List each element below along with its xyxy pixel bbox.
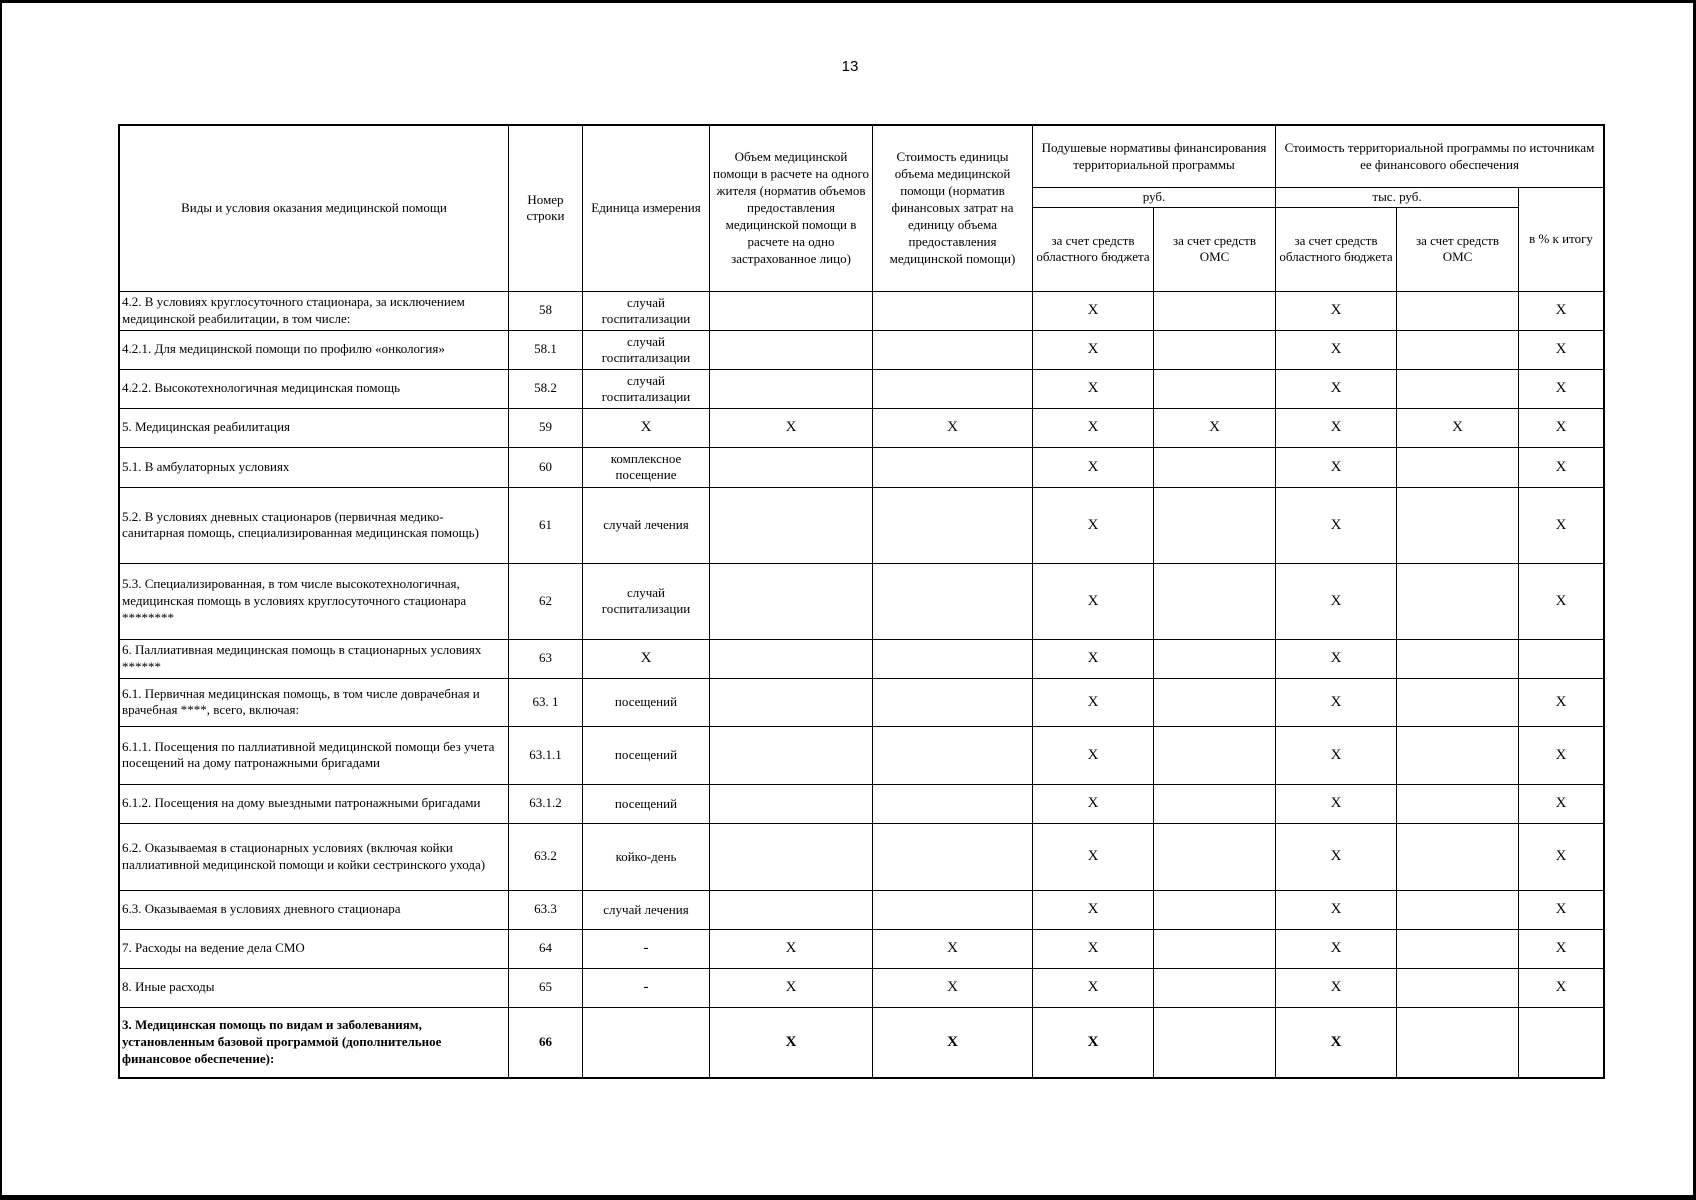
scan-edge-bottom: [0, 1195, 1696, 1200]
row-pr-budget: X: [1276, 929, 1397, 968]
row-volume: [710, 447, 873, 487]
header-program-cost: Стоимость территориальной программы по источникам ее финансового обеспечения: [1276, 126, 1604, 188]
row-pc-budget: X: [1033, 823, 1154, 890]
row-unit-cost: X: [873, 968, 1033, 1007]
row-volume: X: [710, 929, 873, 968]
row-unit: случай госпитализации: [583, 291, 710, 330]
row-pc-budget: X: [1033, 563, 1154, 639]
row-pr-budget: X: [1276, 823, 1397, 890]
row-unit-cost: [873, 447, 1033, 487]
row-name: 7. Расходы на ведение дела СМО: [120, 929, 509, 968]
row-volume: [710, 784, 873, 823]
row-pr-budget: X: [1276, 408, 1397, 447]
header-row-number: Номер строки: [509, 126, 583, 292]
row-name: 6. Паллиативная медицинская помощь в стационарных условиях ******: [120, 639, 509, 678]
row-name: 6.1. Первичная медицинская помощь, в том числе доврачебная и врачебная ****, всего, включая:: [120, 678, 509, 726]
header-pc-oms: за счет средств ОМС: [1154, 207, 1276, 291]
table-row: [120, 487, 1604, 563]
row-name: 4.2.1. Для медицинской помощи по профилю «онкология»: [120, 330, 509, 369]
row-volume: [710, 823, 873, 890]
header-unit: Единица измерения: [583, 126, 710, 292]
row-pr-oms: [1397, 291, 1519, 330]
row-pct: X: [1519, 447, 1604, 487]
row-name: 6.2. Оказываемая в стационарных условиях (включая койки паллиативной медицинской помощи и койки сестринского ухода): [120, 823, 509, 890]
header-kinds: Виды и условия оказания медицинской помощи: [120, 126, 509, 292]
table-row: [120, 291, 1604, 330]
row-pc-budget: X: [1033, 1007, 1154, 1077]
table-row: [120, 447, 1604, 487]
page-number: 13: [841, 58, 859, 75]
row-number: 59: [509, 408, 583, 447]
table-row: [120, 726, 1604, 784]
row-number: 61: [509, 487, 583, 563]
row-number: 58: [509, 291, 583, 330]
row-unit: случай госпитализации: [583, 330, 710, 369]
row-pr-oms: [1397, 890, 1519, 929]
scan-edge-left: [0, 0, 2, 1200]
row-pct: X: [1519, 487, 1604, 563]
row-unit-cost: [873, 678, 1033, 726]
row-volume: [710, 563, 873, 639]
table-row: [120, 563, 1604, 639]
row-pc-oms: [1154, 968, 1276, 1007]
row-unit-cost: [873, 291, 1033, 330]
scan-edge-top: [0, 0, 1696, 3]
row-unit: -: [583, 929, 710, 968]
row-pct: [1519, 639, 1604, 678]
row-unit: -: [583, 968, 710, 1007]
row-name: 8. Иные расходы: [120, 968, 509, 1007]
row-pc-budget: X: [1033, 447, 1154, 487]
row-pr-budget: X: [1276, 369, 1397, 408]
row-pr-oms: [1397, 563, 1519, 639]
table-row: [120, 1007, 1604, 1077]
header-volume: Объем медицинской помощи в расчете на одного жителя (норматив объемов предоставления медицинской помощи в расчете на одно застрахованное лицо): [710, 126, 873, 292]
row-pc-budget: X: [1033, 678, 1154, 726]
row-number: 64: [509, 929, 583, 968]
row-name: 5.2. В условиях дневных стационаров (первичная медико-санитарная помощь, специализированная медицинская помощь): [120, 487, 509, 563]
row-number: 65: [509, 968, 583, 1007]
row-pct: X: [1519, 369, 1604, 408]
financing-table: [119, 125, 1604, 1078]
row-pr-budget: X: [1276, 447, 1397, 487]
row-unit-cost: [873, 369, 1033, 408]
row-pr-budget: X: [1276, 487, 1397, 563]
row-unit: случай госпитализации: [583, 369, 710, 408]
row-unit: койко-день: [583, 823, 710, 890]
row-pct: X: [1519, 678, 1604, 726]
row-unit: случай лечения: [583, 890, 710, 929]
header-per-capita: Подушевые нормативы финансирования территориальной программы: [1033, 126, 1276, 188]
row-number: 60: [509, 447, 583, 487]
row-pct: X: [1519, 823, 1604, 890]
table-row: [120, 408, 1604, 447]
row-number: 63.1.2: [509, 784, 583, 823]
row-pc-budget: X: [1033, 726, 1154, 784]
row-pct: [1519, 1007, 1604, 1077]
row-pr-budget: X: [1276, 968, 1397, 1007]
header-pc-regional-budget: за счет средств областного бюджета: [1033, 207, 1154, 291]
row-pc-oms: [1154, 447, 1276, 487]
row-volume: [710, 726, 873, 784]
row-pc-budget: X: [1033, 369, 1154, 408]
row-unit-cost: [873, 726, 1033, 784]
table-row: [120, 330, 1604, 369]
table-row: [120, 823, 1604, 890]
row-pc-budget: X: [1033, 890, 1154, 929]
header-unit-cost: Стоимость единицы объема медицинской помощи (норматив финансовых затрат на единицу объема предоставления медицинской помощи): [873, 126, 1033, 292]
row-name: 6.1.1. Посещения по паллиативной медицинской помощи без учета посещений на дому патронажными бригадами: [120, 726, 509, 784]
row-pct: X: [1519, 291, 1604, 330]
row-unit-cost: [873, 890, 1033, 929]
row-unit-cost: [873, 330, 1033, 369]
row-volume: X: [710, 968, 873, 1007]
row-name: 5.3. Специализированная, в том числе высокотехнологичная, медицинская помощь в условиях круглосуточного стационара ********: [120, 563, 509, 639]
row-pc-oms: [1154, 330, 1276, 369]
row-pc-oms: [1154, 369, 1276, 408]
row-unit: случай лечения: [583, 487, 710, 563]
row-volume: [710, 678, 873, 726]
row-pc-budget: X: [1033, 929, 1154, 968]
table-row: [120, 929, 1604, 968]
row-unit-cost: X: [873, 1007, 1033, 1077]
row-pct: X: [1519, 726, 1604, 784]
table-row: [120, 369, 1604, 408]
row-pc-budget: X: [1033, 291, 1154, 330]
row-pr-budget: X: [1276, 330, 1397, 369]
row-pc-oms: [1154, 487, 1276, 563]
table-row: [120, 639, 1604, 678]
row-volume: X: [710, 408, 873, 447]
row-unit: посещений: [583, 726, 710, 784]
row-pr-budget: X: [1276, 563, 1397, 639]
row-number: 63.1.1: [509, 726, 583, 784]
table-row: [120, 968, 1604, 1007]
row-pc-budget: X: [1033, 408, 1154, 447]
row-unit-cost: [873, 639, 1033, 678]
row-unit-cost: [873, 487, 1033, 563]
row-pc-oms: [1154, 890, 1276, 929]
row-volume: X: [710, 1007, 873, 1077]
row-pc-budget: X: [1033, 968, 1154, 1007]
row-number: 63.3: [509, 890, 583, 929]
row-pct: X: [1519, 968, 1604, 1007]
row-pc-oms: [1154, 1007, 1276, 1077]
row-unit: X: [583, 408, 710, 447]
row-number: 58.1: [509, 330, 583, 369]
row-pc-oms: [1154, 639, 1276, 678]
row-volume: [710, 291, 873, 330]
row-pr-oms: X: [1397, 408, 1519, 447]
row-pc-budget: X: [1033, 639, 1154, 678]
row-pc-oms: [1154, 291, 1276, 330]
row-unit: X: [583, 639, 710, 678]
row-number: 58.2: [509, 369, 583, 408]
row-pct: X: [1519, 563, 1604, 639]
row-unit: [583, 1007, 710, 1077]
row-pc-oms: [1154, 823, 1276, 890]
header-pr-regional-budget: за счет средств областного бюджета: [1276, 207, 1397, 291]
row-pr-oms: [1397, 447, 1519, 487]
row-volume: [710, 369, 873, 408]
row-unit-cost: [873, 784, 1033, 823]
header-pct-total: в % к итогу: [1519, 188, 1604, 292]
row-unit: комплексное посещение: [583, 447, 710, 487]
row-pct: X: [1519, 929, 1604, 968]
row-unit: случай госпитализации: [583, 563, 710, 639]
row-pr-oms: [1397, 968, 1519, 1007]
row-unit-cost: [873, 563, 1033, 639]
row-pc-oms: [1154, 678, 1276, 726]
row-pr-budget: X: [1276, 890, 1397, 929]
table-row: [120, 890, 1604, 929]
row-unit: посещений: [583, 678, 710, 726]
row-pc-oms: [1154, 929, 1276, 968]
row-name: 5.1. В амбулаторных условиях: [120, 447, 509, 487]
row-number: 62: [509, 563, 583, 639]
row-pr-budget: X: [1276, 291, 1397, 330]
row-pc-oms: X: [1154, 408, 1276, 447]
row-volume: [710, 330, 873, 369]
row-unit: посещений: [583, 784, 710, 823]
row-pr-oms: [1397, 639, 1519, 678]
table-row: [120, 678, 1604, 726]
row-pr-budget: X: [1276, 1007, 1397, 1077]
row-pr-oms: [1397, 1007, 1519, 1077]
row-pr-oms: [1397, 726, 1519, 784]
row-pr-budget: X: [1276, 639, 1397, 678]
table-row: [120, 784, 1604, 823]
row-name: 4.2. В условиях круглосуточного стационара, за исключением медицинской реабилитации, в том числе:: [120, 291, 509, 330]
row-number: 63.2: [509, 823, 583, 890]
row-pct: X: [1519, 784, 1604, 823]
header-pr-oms: за счет средств ОМС: [1397, 207, 1519, 291]
row-name: 6.3. Оказываемая в условиях дневного стационара: [120, 890, 509, 929]
row-pc-budget: X: [1033, 487, 1154, 563]
row-number: 63. 1: [509, 678, 583, 726]
row-volume: [710, 890, 873, 929]
row-pc-oms: [1154, 563, 1276, 639]
row-volume: [710, 487, 873, 563]
row-unit-cost: [873, 823, 1033, 890]
row-pr-budget: X: [1276, 784, 1397, 823]
row-pct: X: [1519, 408, 1604, 447]
row-name: 3. Медицинская помощь по видам и заболеваниям, установленным базовой программой (дополнительное финансовое обеспечение):: [120, 1007, 509, 1077]
row-pr-budget: X: [1276, 678, 1397, 726]
row-pr-oms: [1397, 784, 1519, 823]
header-thousand-rub: тыс. руб.: [1276, 188, 1519, 208]
row-pc-oms: [1154, 726, 1276, 784]
row-name: 6.1.2. Посещения на дому выездными патронажными бригадами: [120, 784, 509, 823]
row-unit-cost: X: [873, 929, 1033, 968]
header-rub: руб.: [1033, 188, 1276, 208]
row-number: 66: [509, 1007, 583, 1077]
row-name: 5. Медицинская реабилитация: [120, 408, 509, 447]
row-pc-oms: [1154, 784, 1276, 823]
row-pr-oms: [1397, 487, 1519, 563]
row-pr-oms: [1397, 823, 1519, 890]
row-pc-budget: X: [1033, 784, 1154, 823]
row-volume: [710, 639, 873, 678]
row-pct: X: [1519, 890, 1604, 929]
row-pr-oms: [1397, 929, 1519, 968]
row-number: 63: [509, 639, 583, 678]
row-pr-oms: [1397, 678, 1519, 726]
row-pr-oms: [1397, 369, 1519, 408]
row-unit-cost: X: [873, 408, 1033, 447]
row-pr-oms: [1397, 330, 1519, 369]
row-pc-budget: X: [1033, 330, 1154, 369]
row-name: 4.2.2. Высокотехнологичная медицинская помощь: [120, 369, 509, 408]
row-pr-budget: X: [1276, 726, 1397, 784]
row-pct: X: [1519, 330, 1604, 369]
